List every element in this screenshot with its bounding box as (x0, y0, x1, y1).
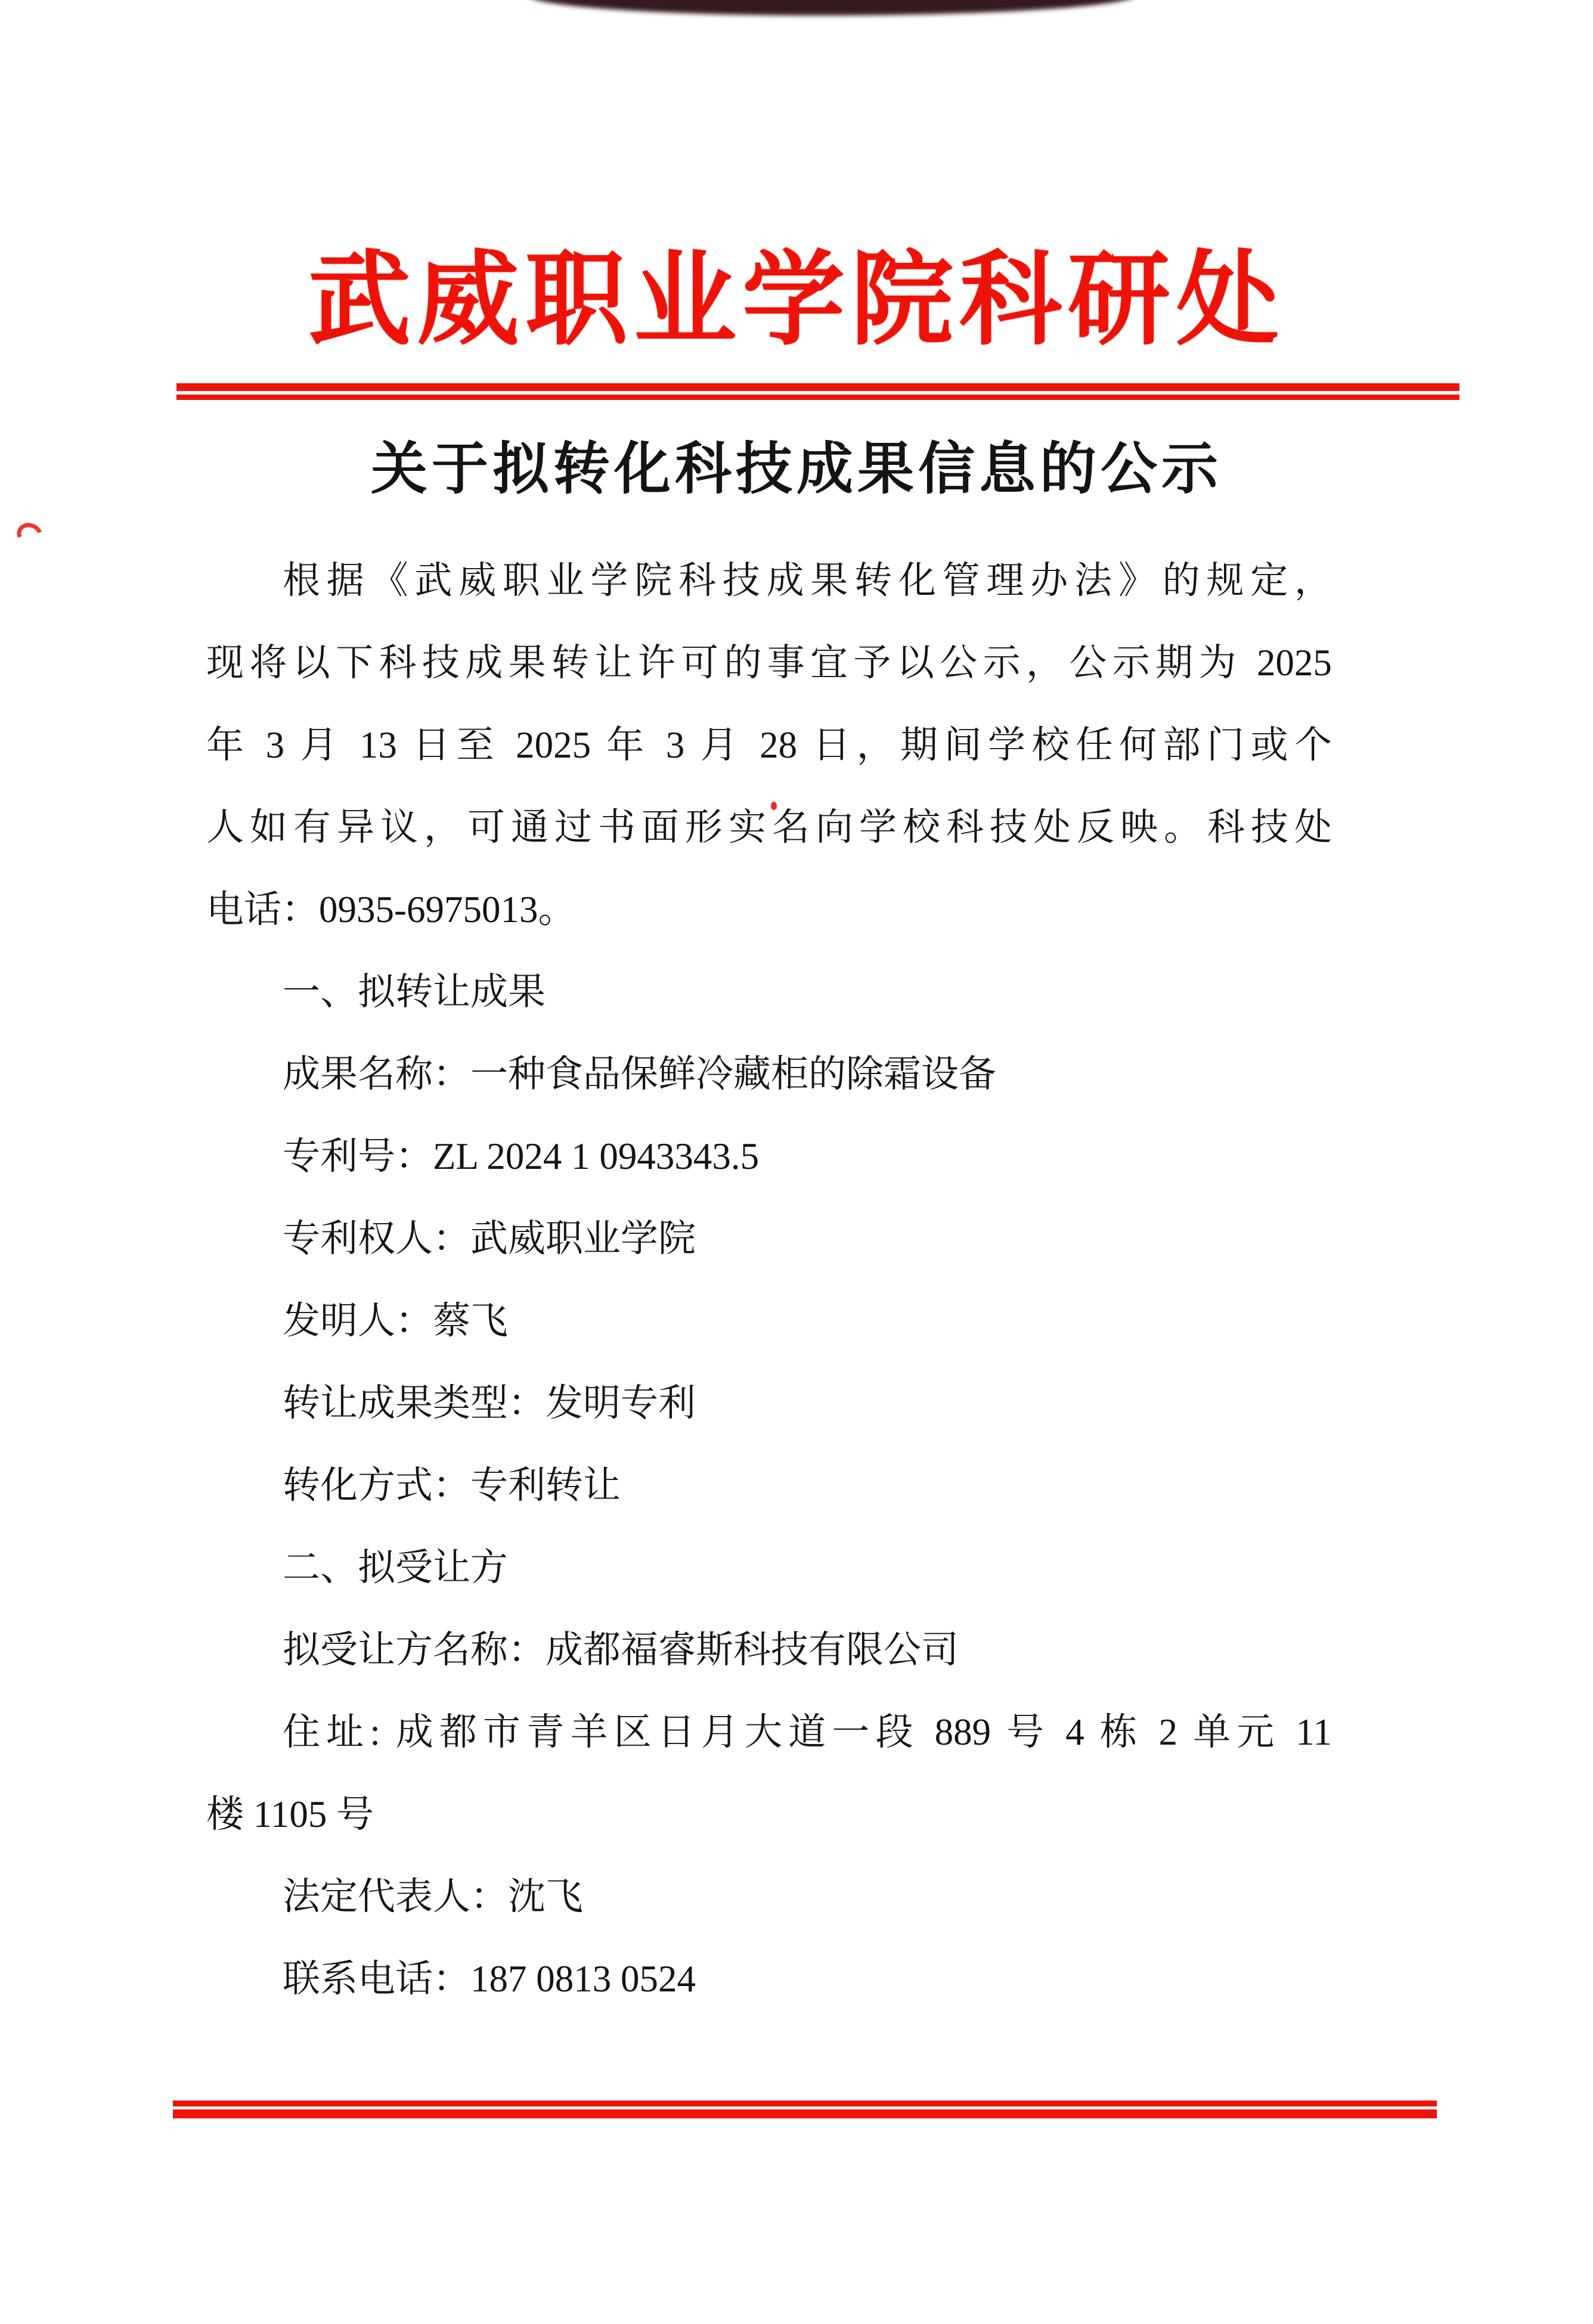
header-divider-thick-line (176, 383, 1459, 391)
body-line: 现将以下科技成果转让许可的事宜予以公示，公示期为 2025 (206, 642, 1332, 684)
body-line: 拟受让方名称：成都福睿斯科技有限公司 (283, 1629, 959, 1671)
body-line: 二、拟受让方 (283, 1547, 508, 1588)
body-line: 法定代表人：沈飞 (283, 1876, 583, 1917)
scan-artifact-red-speck (13, 519, 47, 550)
header-divider (176, 383, 1459, 400)
body-line: 联系电话：187 0813 0524 (283, 1958, 696, 2000)
footer-divider-thick-line (173, 2109, 1437, 2118)
footer-divider-thin-line (173, 2100, 1437, 2106)
body-line: 发明人：蔡飞 (283, 1300, 508, 1342)
body-line: 电话：0935-6975013。 (206, 889, 576, 930)
footer-divider (173, 2100, 1437, 2118)
body-line: 楼 1105 号 (206, 1794, 374, 1835)
document-title: 关于拟转化科技成果信息的公示 (370, 438, 1222, 501)
document-body (206, 539, 1332, 2020)
body-line: 转化方式：专利转让 (283, 1464, 621, 1506)
body-line: 年 3 月 13 日至 2025 年 3 月 28 日，期间学校任何部门或个 (206, 724, 1332, 766)
organization-title: 武威职业学院科研处 (308, 244, 1285, 358)
body-line: 专利权人：武威职业学院 (283, 1218, 696, 1259)
body-line: 一、拟转让成果 (283, 971, 546, 1013)
header-divider-thin-line (176, 395, 1459, 400)
body-line: 专利号：ZL 2024 1 0943343.5 (283, 1135, 760, 1177)
body-line: 成果名称：一种食品保鲜冷藏柜的除霜设备 (283, 1053, 996, 1095)
scan-artifact-top-smudge (528, 0, 1136, 15)
body-line: 人如有异议，可通过书面形实名向学校科技处反映。科技处 (206, 806, 1332, 848)
body-line: 转让成果类型：发明专利 (283, 1382, 696, 1424)
body-line: 根据《武威职业学院科技成果转化管理办法》的规定， (283, 560, 1332, 601)
body-line: 住址: 成都市青羊区日月大道一段 889 号 4 栋 2 单元 11 (283, 1711, 1332, 1753)
